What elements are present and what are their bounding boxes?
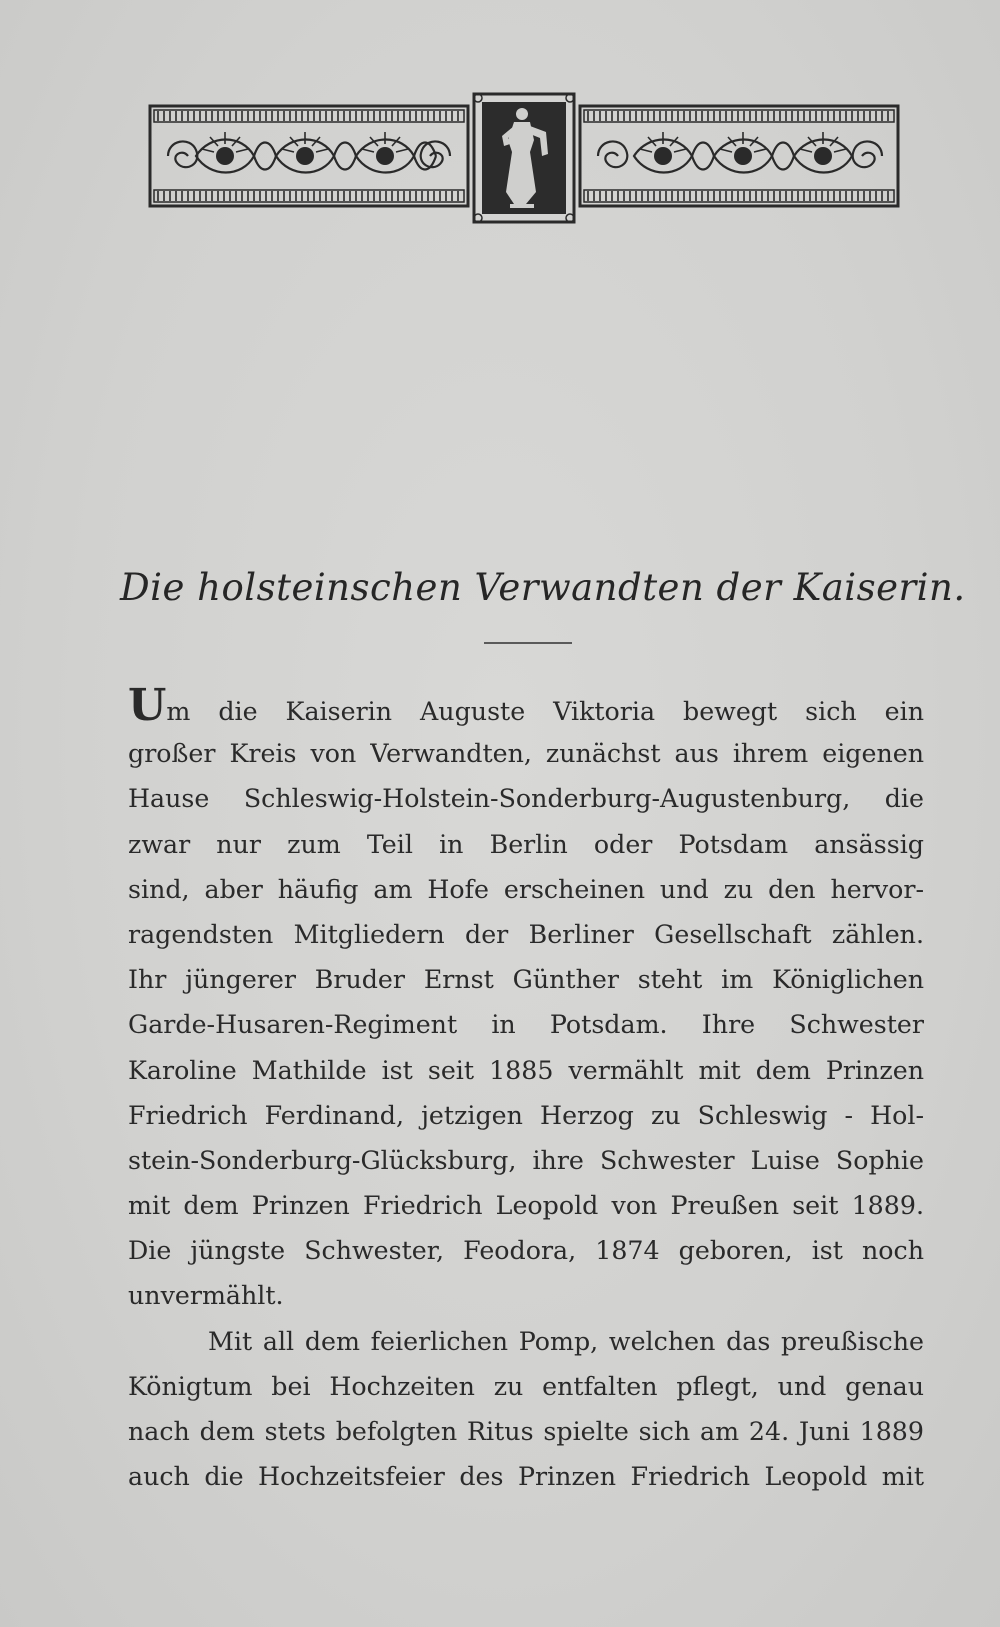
text-line: Hause Schleswig-Holstein-Sonderburg-Augustenburg, die [128, 784, 924, 814]
text-line: Die jüngste Schwester, Feodora, 1874 geboren, ist noch [128, 1236, 924, 1266]
classical-figure-ornament-icon [148, 92, 900, 224]
text-line: Um die Kaiserin Auguste Viktoria bewegt sich ein [128, 680, 924, 731]
text-line: Ihr jüngerer Bruder Ernst Günther steht im Königlichen [128, 965, 924, 995]
text-line: mit dem Prinzen Friedrich Leopold von Preußen seit 1889. [128, 1191, 924, 1221]
text-line: Königtum bei Hochzeiten zu entfalten pflegt, und genau [128, 1371, 924, 1401]
text-line: sind, aber häufig am Hofe erscheinen und zu den hervor- [128, 874, 924, 904]
text-line: stein-Sonderburg-Glücksburg, ihre Schwester Luise Sophie [128, 1145, 924, 1175]
text-line: ragendsten Mitgliedern der Berliner Gesellschaft zählen. [128, 919, 924, 949]
text-line: Mit all dem feierlichen Pomp, welchen das preußische [208, 1326, 924, 1356]
text-line: unvermählt. [128, 1281, 284, 1311]
paragraph-2 [128, 1319, 924, 1500]
text-line: nach dem stets befolgten Ritus spielte sich am 24. Juni 1889 [128, 1417, 924, 1446]
text-line: zwar nur zum Teil in Berlin oder Potsdam ansässig [128, 829, 924, 859]
text-line: Garde-Husaren-Regiment in Potsdam. Ihre Schwester [128, 1010, 924, 1040]
text-line: Karoline Mathilde ist seit 1885 vermählt mit dem Prinzen [128, 1055, 924, 1085]
text-line: großer Kreis von Verwandten, zunächst aus ihrem eigenen [128, 739, 924, 769]
text-line: Friedrich Ferdinand, jetzigen Herzog zu Schleswig - Hol- [128, 1100, 924, 1130]
paragraph-1 [128, 680, 924, 1319]
chapter-title: Die holsteinschen Verwandten der Kaiserin. [120, 566, 966, 609]
drop-cap: U [128, 680, 167, 731]
body-text [128, 680, 924, 1499]
text-line: auch die Hochzeitsfeier des Prinzen Friedrich Leopold mit [128, 1462, 924, 1492]
title-divider [484, 642, 572, 644]
